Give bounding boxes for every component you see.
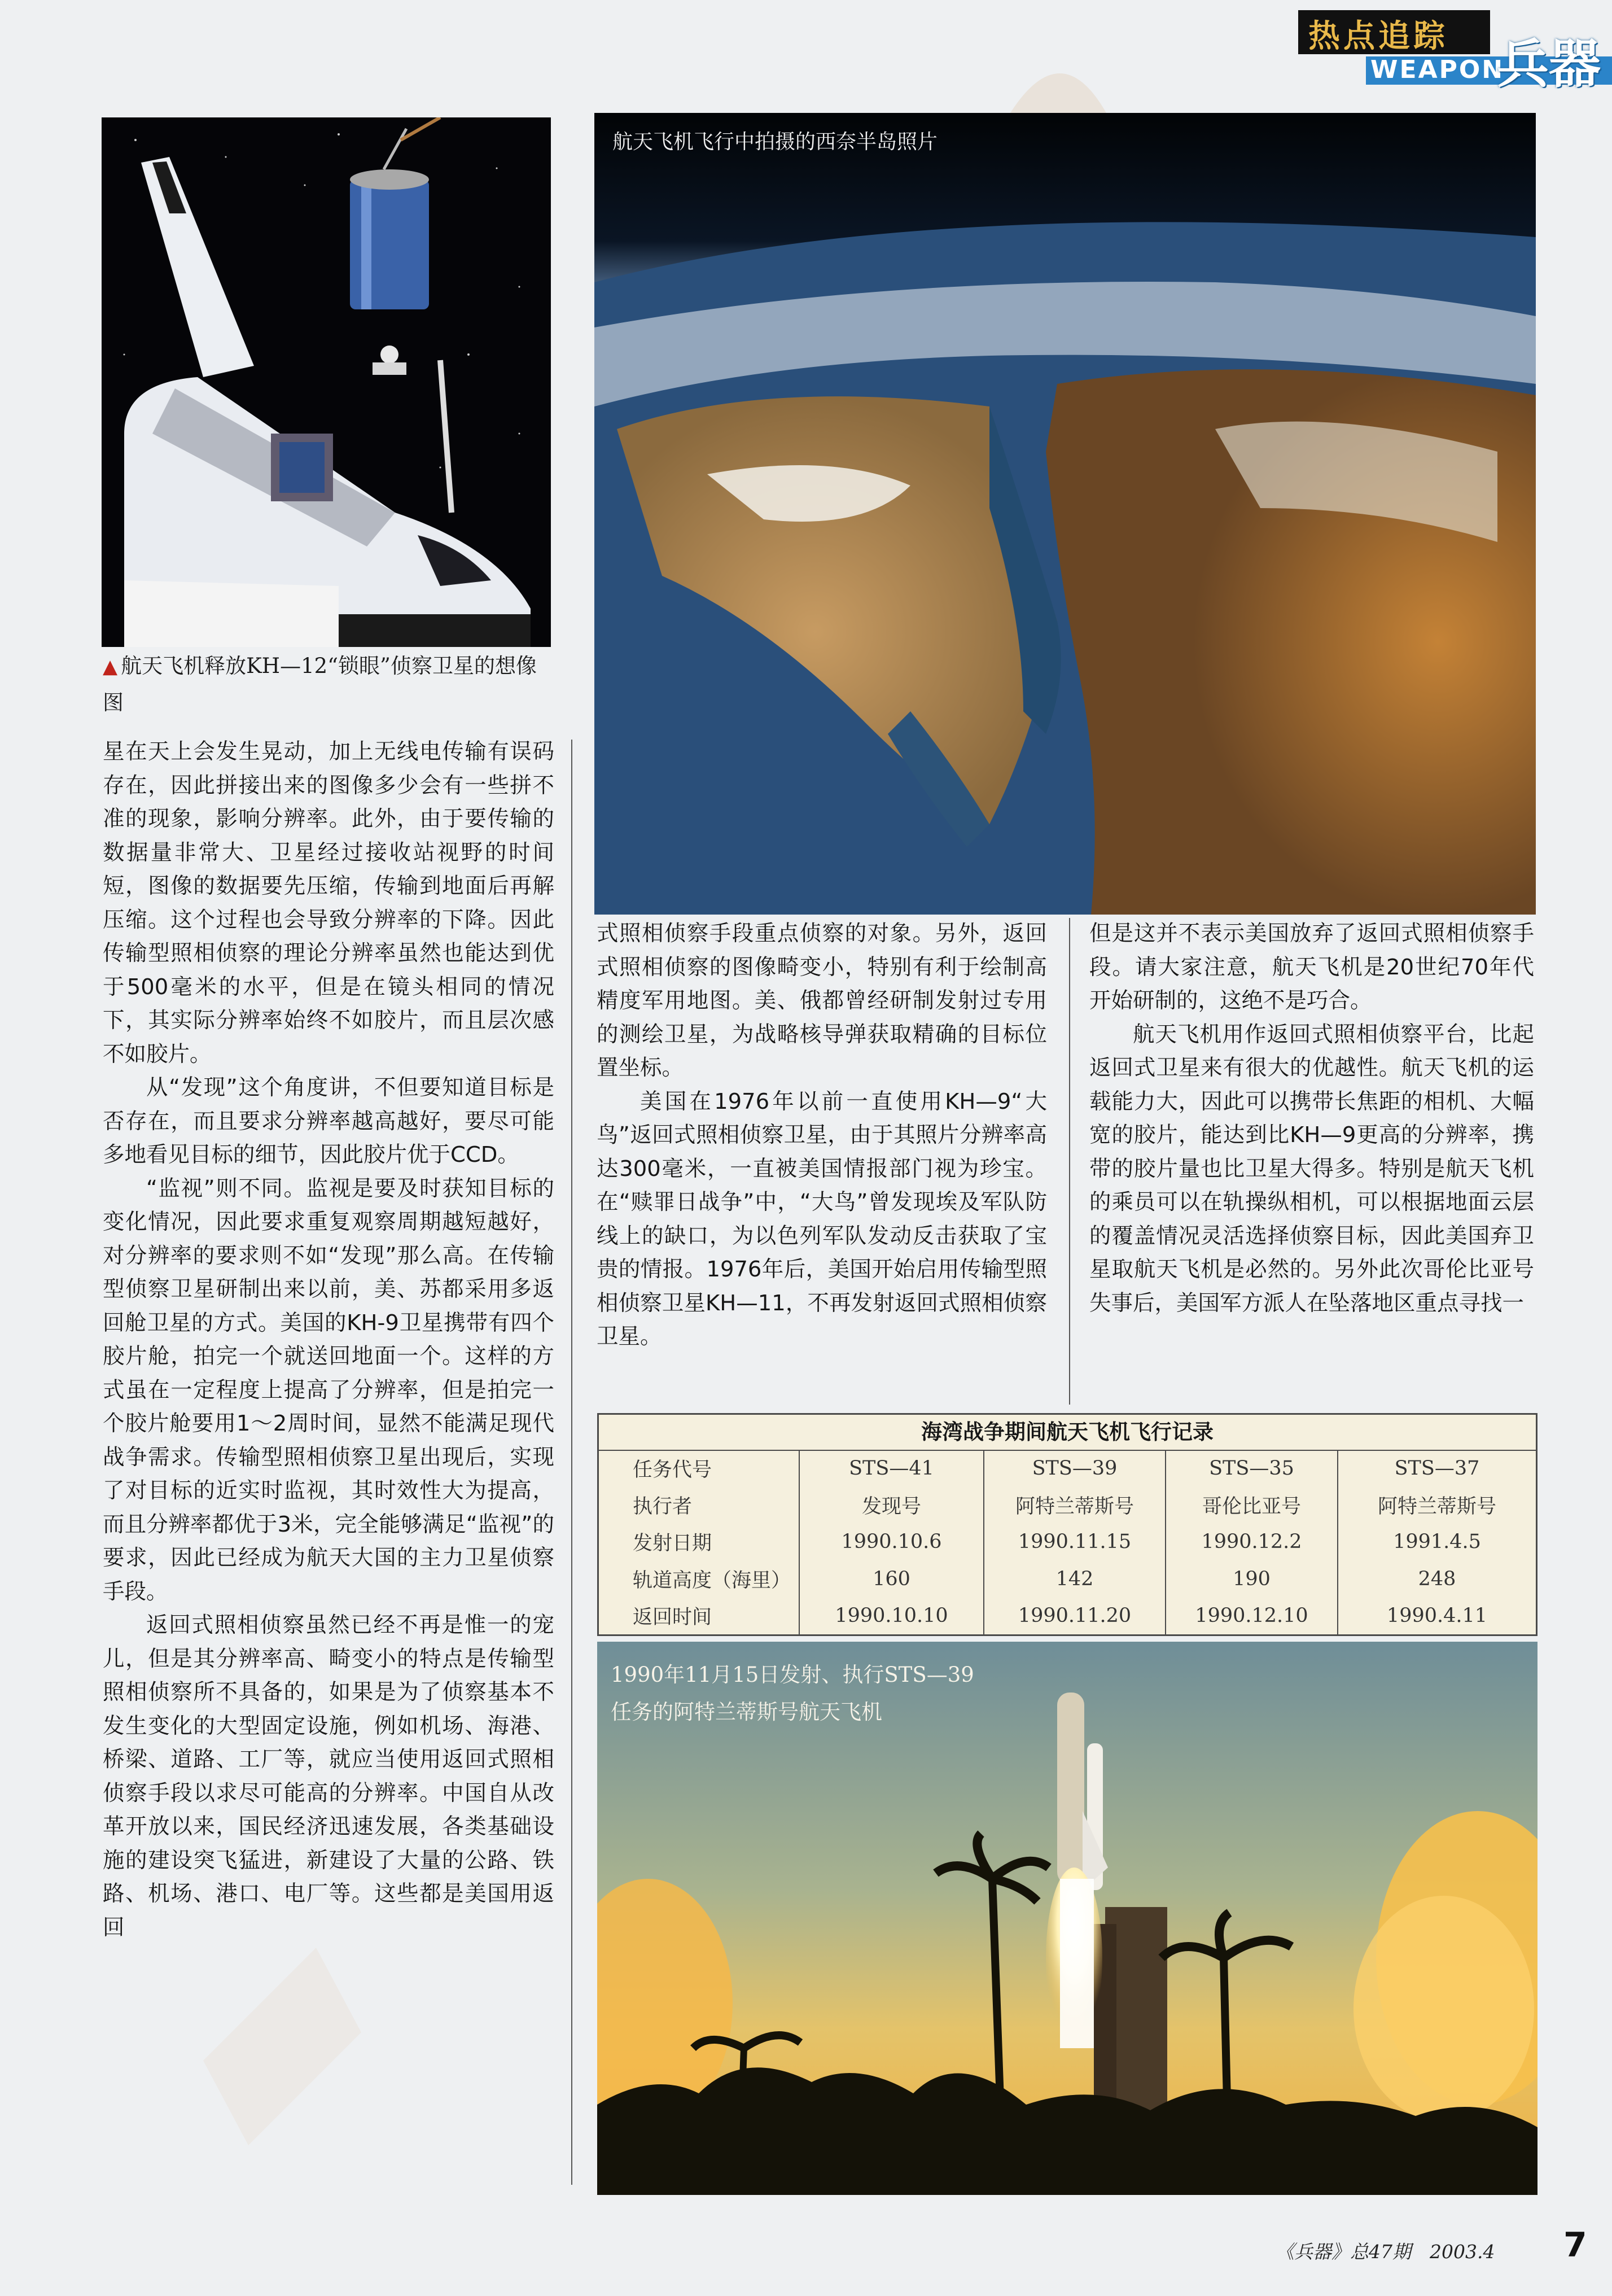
table-cell: 1990.11.20 bbox=[984, 1598, 1166, 1634]
article-paragraph: 返回式照相侦察虽然已经不再是惟一的宠儿，但是其分辨率高、畸变小的特点是传输型照相侦察所不具备的，如果是为了侦察基本不发生变化的大型固定设施，例如机场、海港、桥梁、道路、工厂等，就应当使用返回式照相侦察手段以求尽可能高的分辨率。中国自从改革开放以来，国民经济迅速发展，各类基础设施的建设突飞猛进，新建设了大量的公路、铁路、机场、港口、电厂等。这些都是美国用返回 bbox=[103, 1612, 554, 1940]
article-paragraph: 但是这并不表示美国放弃了返回式照相侦察手段。请大家注意，航天飞机是20世纪70年代开始研制的，这绝不是巧合。 bbox=[1089, 921, 1534, 1013]
table-row-label: 返回时间 bbox=[633, 1606, 712, 1629]
table-cell: 248 bbox=[1338, 1560, 1536, 1597]
header-section-label: 热点追踪 bbox=[1308, 18, 1448, 55]
launch-caption-line1: 1990年11月15日发射、执行STS—39 bbox=[611, 1663, 974, 1687]
table-row bbox=[599, 1560, 1536, 1597]
table-cell: 发现号 bbox=[799, 1486, 984, 1523]
article-paragraph: 航天飞机用作返回式照相侦察平台，比起返回式卫星来有很大的优越性。航天飞机的运载能力大，因此可以携带长焦距的相机、大幅宽的胶片，能达到比KH—9更高的分辨率，携带的胶片量也比卫星大得多。特别是航天飞机的乘员可以在轨操纵相机，可以根据地面云层的覆盖情况灵活选择侦察目标，因此美国弃卫星取航天飞机是必然的。另外此次哥伦比亚号失事后，美国军方派人在坠落地区重点寻找一 bbox=[1089, 1021, 1534, 1316]
sinai-peninsula-photo-icon bbox=[594, 113, 1536, 915]
header-magazine-name: 兵器 bbox=[1497, 34, 1601, 94]
table-cell: STS—35 bbox=[1166, 1450, 1338, 1486]
table-row-label: 执行者 bbox=[633, 1495, 693, 1519]
table-row-label: 轨道高度（海里） bbox=[633, 1569, 791, 1592]
footer-issue: 《兵器》总47期 2003.4 bbox=[1276, 2241, 1495, 2263]
table-grid bbox=[599, 1450, 1536, 1634]
column-divider bbox=[571, 740, 572, 2185]
column-divider bbox=[1069, 918, 1070, 1405]
table-row bbox=[599, 1486, 1536, 1523]
launch-caption-line2: 任务的阿特兰蒂斯号航天飞机 bbox=[611, 1700, 882, 1724]
article-paragraph: “监视”则不同。监视是要及时获知目标的变化情况，因此要求重复观察周期越短越好，对分辨率的要求则不如“发现”那么高。在传输型侦察卫星研制出来以前，美、苏都采用多返回舱卫星的方式。美国的KH-9卫星携带有四个胶片舱，拍完一个就送回地面一个。这样的方式虽在一定程度上提高了分辨率，但是拍完一个胶片舱要用1～2周时间，显然不能满足现代战争需求。传输型照相侦察卫星出现后，实现了对目标的近实时监视，其时效性大为提高，而且分辨率都优于3米，完全能够满足“监视”的要求，因此已经成为航天大国的主力卫星侦察手段。 bbox=[103, 1175, 554, 1604]
article-paragraph: 从“发现”这个角度讲，不但要知道目标是否存在，而且要求分辨率越高越好，要尽可能多地看见目标的细节，因此胶片优于CCD。 bbox=[103, 1075, 554, 1167]
caption-triangle-icon: ▲ bbox=[103, 655, 118, 678]
article-column-2 bbox=[597, 917, 1047, 1354]
page-number: 7 bbox=[1563, 2225, 1587, 2265]
table-cell: 160 bbox=[799, 1560, 984, 1597]
flight-record-table bbox=[597, 1413, 1537, 1636]
table-cell: 1990.10.10 bbox=[799, 1598, 984, 1634]
header-weapon-label: WEAPON bbox=[1370, 55, 1505, 84]
sinai-photo-caption: 航天飞机飞行中拍摄的西奈半岛照片 bbox=[612, 130, 938, 154]
article-column-1 bbox=[103, 735, 554, 1944]
table-cell: STS—39 bbox=[984, 1450, 1166, 1486]
table-row-label: 发射日期 bbox=[633, 1532, 712, 1555]
article-column-3 bbox=[1089, 917, 1534, 1320]
article-paragraph: 美国在1976年以前一直使用KH—9“大鸟”返回式照相侦察卫星，由于其照片分辨率高达300毫米，一直被美国情报部门视为珍宝。在“赎罪日战争”中，“大鸟”曾发现埃及军队防线上的缺口，为以色列军队发动反击获取了宝贵的情报。1976年后，美国开始启用传输型照相侦察卫星KH—11，不再发射返回式照相侦察卫星。 bbox=[597, 1088, 1047, 1349]
table-row bbox=[599, 1524, 1536, 1560]
shuttle-satellite-illustration-icon bbox=[102, 117, 551, 647]
table-cell: 1990.11.15 bbox=[984, 1524, 1166, 1560]
shuttle-image-caption bbox=[103, 648, 554, 721]
table-cell: 阿特兰蒂斯号 bbox=[1338, 1486, 1536, 1523]
table-row bbox=[599, 1450, 1536, 1486]
table-cell: STS—37 bbox=[1338, 1450, 1536, 1486]
table-row bbox=[599, 1598, 1536, 1634]
table-cell: 1990.12.10 bbox=[1166, 1598, 1338, 1634]
table-cell: STS—41 bbox=[799, 1450, 984, 1486]
table-title: 海湾战争期间航天飞机飞行记录 bbox=[599, 1415, 1536, 1451]
article-paragraph: 星在天上会发生晃动，加上无线电传输有误码存在，因此拼接出来的图像多少会有一些拼不准的现象，影响分辨率。此外，由于要传输的数据量非常大、卫星经过接收站视野的时间短，图像的数据要先压缩，传输到地面后再解压缩。这个过程也会导致分辨率的下降。因此传输型照相侦察的理论分辨率虽然也能达到优于500毫米的水平，但是在镜头相同的情况下，其实际分辨率始终不如胶片，而且层次感不如胶片。 bbox=[103, 739, 554, 1067]
table-cell: 1990.10.6 bbox=[799, 1524, 984, 1560]
article-paragraph: 式照相侦察手段重点侦察的对象。另外，返回式照相侦察的图像畸变小，特别有利于绘制高精度军用地图。美、俄都曾经研制发射过专用的测绘卫星，为战略核导弹获取精确的目标位置坐标。 bbox=[597, 921, 1047, 1081]
table-cell: 阿特兰蒂斯号 bbox=[984, 1486, 1166, 1523]
shuttle-image-caption-text: 航天飞机释放KH—12“锁眼”侦察卫星的想像图 bbox=[103, 654, 537, 715]
table-cell: 1990.12.2 bbox=[1166, 1524, 1338, 1560]
table-row-label: 任务代号 bbox=[633, 1458, 712, 1481]
launch-photo-caption bbox=[611, 1656, 974, 1731]
table-cell: 1991.4.5 bbox=[1338, 1524, 1536, 1560]
table-cell: 哥伦比亚号 bbox=[1166, 1486, 1338, 1523]
table-cell: 1990.4.11 bbox=[1338, 1598, 1536, 1634]
table-cell: 142 bbox=[984, 1560, 1166, 1597]
table-cell: 190 bbox=[1166, 1560, 1338, 1597]
